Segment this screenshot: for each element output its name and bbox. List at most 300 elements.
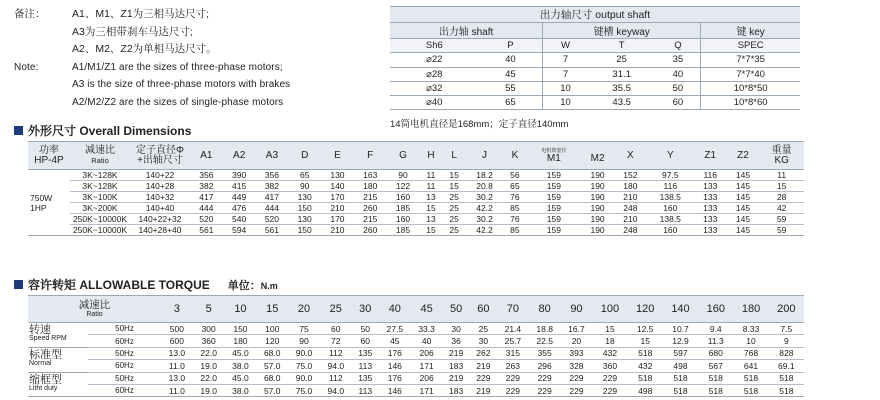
dimension-cell: 25	[443, 214, 466, 225]
dimension-cell: 159	[527, 181, 582, 192]
group-label-en: Litht duty	[29, 384, 58, 392]
torque-value-cell: 229	[592, 384, 627, 396]
dimension-cell: 20.8	[466, 181, 504, 192]
torque-value-cell: 146	[379, 360, 411, 372]
shaft-cell: 10	[543, 81, 588, 95]
dimension-cell: 25	[443, 225, 466, 236]
torque-value-cell: 25.7	[497, 335, 529, 347]
dimension-cell: 152	[614, 170, 647, 181]
dimension-cell: 90	[387, 170, 420, 181]
dimension-cell: 159	[527, 203, 582, 214]
stator-header: 定子直径Φ +出轴尺寸	[130, 142, 190, 170]
ratio-value-header: 180	[733, 296, 768, 323]
dimension-cell: 28	[759, 192, 804, 203]
dimension-cell: 15	[419, 225, 442, 236]
torque-value-cell: 263	[497, 360, 529, 372]
group-label-en: Normal	[29, 360, 52, 368]
note-cn-line-2: A3为三相带刹车马达尺寸;	[72, 25, 193, 38]
ratio-value-header: 15	[256, 296, 288, 323]
col-header: T	[588, 39, 656, 53]
power-header: 功率 HP-4P	[28, 142, 70, 170]
dimension-cell: 59	[759, 225, 804, 236]
torque-value-cell: 828	[769, 347, 804, 359]
dimension-cell: 180	[354, 181, 387, 192]
torque-value-cell: 518	[733, 372, 768, 384]
torque-value-cell: 13.0	[161, 347, 193, 359]
dimension-cell: 190	[581, 203, 614, 214]
frequency-cell: 50Hz	[88, 347, 161, 359]
dimensions-header-row	[28, 142, 804, 170]
torque-value-cell: 432	[592, 347, 627, 359]
torque-value-cell: 183	[442, 384, 469, 396]
ratio-header: 减速比 Ratio	[70, 142, 130, 170]
torque-value-cell: 518	[628, 347, 663, 359]
torque-value-cell: 296	[529, 360, 561, 372]
torque-value-cell: 219	[442, 372, 469, 384]
ratio-value-header: 100	[592, 296, 627, 323]
torque-value-cell: 10.7	[663, 323, 698, 335]
dimension-cell: 417	[190, 192, 223, 203]
dimension-cell: 3K~128K	[70, 170, 130, 181]
dimension-cell: 130	[288, 192, 321, 203]
torque-value-cell: 219	[442, 347, 469, 359]
dimension-cell: 3K~128K	[70, 181, 130, 192]
torque-value-cell: 15	[592, 323, 627, 335]
dimension-cell: 210	[321, 203, 354, 214]
dim-col-header: A2	[223, 142, 256, 170]
shaft-cell: 25	[588, 53, 656, 67]
torque-value-cell: 38.0	[225, 360, 257, 372]
note-cn-line-1: 备注： A1、M1、Z1为三相马达尺寸;	[14, 8, 210, 20]
torque-value-cell: 10	[733, 335, 768, 347]
torque-value-cell: 22.0	[193, 372, 225, 384]
torque-value-cell: 641	[733, 360, 768, 372]
torque-value-cell: 90.0	[288, 347, 320, 359]
dimension-cell: 248	[614, 225, 647, 236]
torque-group-label	[28, 347, 88, 372]
torque-value-cell: 36	[442, 335, 469, 347]
torque-table-body	[28, 323, 804, 397]
torque-value-cell: 112	[320, 347, 352, 359]
torque-value-cell: 229	[592, 372, 627, 384]
torque-value-cell: 180	[225, 335, 257, 347]
torque-value-cell: 518	[628, 372, 663, 384]
torque-value-cell: 360	[193, 335, 225, 347]
dim-col-header: A3	[256, 142, 289, 170]
torque-value-cell: 176	[379, 347, 411, 359]
dimension-cell: 260	[354, 225, 387, 236]
dimension-cell: 140+28	[130, 181, 190, 192]
shaft-cell: 45	[479, 67, 543, 81]
dimension-cell: 250K~10000K	[70, 225, 130, 236]
dimension-cell: 382	[256, 181, 289, 192]
torque-value-cell: 146	[379, 384, 411, 396]
torque-value-cell: 315	[497, 347, 529, 359]
torque-row	[28, 384, 804, 396]
dimension-cell: 25	[443, 203, 466, 214]
ratio-value-header: 5	[193, 296, 225, 323]
dimension-cell: 116	[694, 170, 727, 181]
dimension-cell: 159	[527, 225, 582, 236]
note-en-line-2: A3 is the size of three-phase motors with brakes	[72, 79, 291, 90]
dimension-cell: 140+22+32	[130, 214, 190, 225]
shaft-cell: 50	[655, 81, 700, 95]
torque-value-cell: 90	[288, 335, 320, 347]
section-square-icon	[14, 126, 23, 135]
frequency-cell: 60Hz	[88, 335, 161, 347]
dimension-cell: 140+22	[130, 170, 190, 181]
dimension-cell: 180	[614, 181, 647, 192]
group-label-en: Speed RPM	[29, 335, 67, 343]
dim-col-header: D	[288, 142, 321, 170]
torque-value-cell: 22.5	[529, 335, 561, 347]
dimension-cell: 185	[387, 225, 420, 236]
torque-value-cell: 8.33	[733, 323, 768, 335]
torque-value-cell: 90.0	[288, 372, 320, 384]
dimension-cell: 520	[190, 214, 223, 225]
torque-value-cell: 9	[769, 335, 804, 347]
key-group-header: 键 key	[701, 23, 800, 39]
torque-row	[28, 372, 804, 384]
torque-value-cell: 176	[379, 372, 411, 384]
torque-value-cell: 68.0	[256, 372, 288, 384]
dimension-cell: 190	[581, 170, 614, 181]
dimension-cell: 140+28+40	[130, 225, 190, 236]
section-square-icon	[14, 280, 23, 289]
dimension-cell: 140+40	[130, 203, 190, 214]
frequency-cell: 60Hz	[88, 384, 161, 396]
dimensions-row	[28, 181, 804, 192]
shaft-cell: 10*8*60	[701, 96, 800, 110]
dimension-cell: 561	[256, 225, 289, 236]
ratio-value-header: 60	[470, 296, 497, 323]
shaft-cell: 31.1	[588, 67, 656, 81]
col-header: Q	[655, 39, 700, 53]
group-label-cn: 标准型	[29, 349, 62, 362]
torque-value-cell: 57.0	[256, 360, 288, 372]
ratio-value-header: 25	[320, 296, 352, 323]
dimension-cell: 145	[727, 192, 760, 203]
shaft-cell: 10	[543, 96, 588, 110]
frequency-cell: 50Hz	[88, 372, 161, 384]
torque-value-cell: 60	[352, 335, 379, 347]
torque-value-cell: 219	[470, 360, 497, 372]
dimension-cell: 210	[614, 192, 647, 203]
dimension-cell: 25	[443, 192, 466, 203]
dimension-cell: 76	[503, 192, 526, 203]
col-header: SPEC	[701, 39, 800, 53]
shaft-cell: 7	[543, 67, 588, 81]
dimension-cell: 190	[581, 214, 614, 225]
dimension-cell: 97.5	[647, 170, 694, 181]
dimension-cell: 42.2	[466, 203, 504, 214]
dimensions-table-body	[28, 170, 804, 236]
dimension-cell: 15	[419, 203, 442, 214]
dim-col-header	[527, 142, 582, 170]
dimension-cell: 145	[727, 170, 760, 181]
torque-value-cell: 69.1	[769, 360, 804, 372]
dim-col-header	[614, 142, 647, 170]
dim-col-header	[647, 142, 694, 170]
ratio-value-header: 200	[769, 296, 804, 323]
torque-value-cell: 21.4	[497, 323, 529, 335]
dimension-cell: 140	[321, 181, 354, 192]
torque-value-cell: 360	[592, 360, 627, 372]
torque-value-cell: 18.8	[529, 323, 561, 335]
dimension-cell: 159	[527, 214, 582, 225]
dimension-cell: 190	[581, 181, 614, 192]
notes-block	[14, 6, 374, 111]
torque-value-cell: 518	[663, 384, 698, 396]
dimension-cell: 417	[256, 192, 289, 203]
shaft-cell: ⌀22	[390, 53, 479, 67]
dimension-cell: 150	[288, 203, 321, 214]
torque-value-cell: 518	[769, 384, 804, 396]
note-en-line-3: A2/M2/Z2 are the sizes of single-phase motors	[72, 96, 284, 108]
ratio-value-header: 10	[225, 296, 257, 323]
dimension-cell: 90	[288, 181, 321, 192]
dimension-cell: 42.2	[466, 225, 504, 236]
dimension-cell: 116	[647, 181, 694, 192]
ratio-value-header: 30	[352, 296, 379, 323]
dimension-cell: 210	[614, 214, 647, 225]
shaft-cell: 7	[543, 53, 588, 67]
dimension-cell: 210	[321, 225, 354, 236]
torque-value-cell: 30	[442, 323, 469, 335]
motor-diameter-note: 14筒电机直径是168mm；定子直径140mm	[390, 119, 569, 130]
ratio-value-header: 70	[497, 296, 529, 323]
torque-group-label	[28, 372, 88, 397]
torque-value-cell: 30	[470, 335, 497, 347]
dimension-cell: 133	[694, 203, 727, 214]
dim-col-header	[581, 142, 614, 170]
torque-value-cell: 7.5	[769, 323, 804, 335]
dimension-cell: 476	[223, 203, 256, 214]
dimension-cell: 215	[354, 192, 387, 203]
dimensions-table	[28, 141, 804, 236]
dimension-cell: 415	[223, 181, 256, 192]
torque-value-cell: 518	[769, 372, 804, 384]
col-header: Sh6	[390, 39, 479, 53]
torque-value-cell: 393	[561, 347, 593, 359]
dimension-cell: 15	[759, 181, 804, 192]
torque-value-cell: 328	[561, 360, 593, 372]
dim-col-header	[694, 142, 727, 170]
shaft-row	[390, 96, 800, 110]
dimension-cell: 160	[647, 203, 694, 214]
dimension-cell: 260	[354, 203, 387, 214]
torque-value-cell: 72	[320, 335, 352, 347]
torque-value-cell: 13.0	[161, 372, 193, 384]
torque-value-cell: 206	[411, 372, 443, 384]
torque-value-cell: 22.0	[193, 347, 225, 359]
torque-value-cell: 229	[561, 372, 593, 384]
torque-value-cell: 45	[379, 335, 411, 347]
dimension-cell: 76	[503, 214, 526, 225]
ratio-value-header: 20	[288, 296, 320, 323]
dimension-cell: 15	[443, 181, 466, 192]
dimensions-row	[28, 214, 804, 225]
ratio-value-header: 40	[379, 296, 411, 323]
dimension-cell: 133	[694, 225, 727, 236]
dimension-cell: 30.2	[466, 214, 504, 225]
torque-value-cell: 75.0	[288, 360, 320, 372]
dimension-cell: 18.2	[466, 170, 504, 181]
torque-value-cell: 38.0	[225, 384, 257, 396]
power-watt: 750W	[30, 192, 53, 203]
dim-col-header: L	[443, 142, 466, 170]
torque-value-cell: 229	[529, 384, 561, 396]
torque-value-cell: 19.0	[193, 360, 225, 372]
ratio-value-header: 90	[561, 296, 593, 323]
weight-en: KG	[774, 154, 789, 166]
shaft-cell: ⌀32	[390, 81, 479, 95]
dim-col-header: K	[503, 142, 526, 170]
ratio-value-header: 3	[161, 296, 193, 323]
torque-value-cell: 19.0	[193, 384, 225, 396]
ratio-value-header: 140	[663, 296, 698, 323]
dimension-cell: 3K~100K	[70, 192, 130, 203]
dimension-cell: 145	[727, 214, 760, 225]
shaft-group-header: 出力轴 shaft	[390, 23, 543, 39]
torque-value-cell: 229	[470, 372, 497, 384]
shaft-cell: 35	[655, 53, 700, 67]
torque-value-cell: 45.0	[225, 372, 257, 384]
shaft-cell: 7*7*35	[701, 53, 800, 67]
dim-col-label: X	[627, 149, 634, 161]
torque-value-cell: 27.5	[379, 323, 411, 335]
dimensions-row	[28, 225, 804, 236]
dimension-cell: 444	[256, 203, 289, 214]
shaft-cell: ⌀28	[390, 67, 479, 81]
dim-col-label: M2	[590, 152, 605, 164]
torque-value-cell: 60	[320, 323, 352, 335]
dimension-cell: 145	[727, 181, 760, 192]
dimension-cell: 65	[503, 181, 526, 192]
torque-value-cell: 11.0	[161, 384, 193, 396]
torque-value-cell: 518	[698, 372, 733, 384]
dimension-cell: 130	[288, 214, 321, 225]
torque-ratio-header: 减速比 Ratio	[28, 296, 161, 323]
dimension-cell: 145	[727, 225, 760, 236]
weight-cn: 重量	[771, 144, 792, 156]
torque-value-cell: 229	[497, 372, 529, 384]
dimension-cell: 356	[190, 170, 223, 181]
torque-value-cell: 94.0	[320, 384, 352, 396]
torque-value-cell: 183	[442, 360, 469, 372]
torque-value-cell: 498	[663, 360, 698, 372]
torque-value-cell: 518	[733, 384, 768, 396]
dim-col-header: H	[419, 142, 442, 170]
motor-sleeve-note: 电机筒套径	[541, 147, 567, 154]
torque-value-cell: 567	[698, 360, 733, 372]
ratio-value-header: 160	[698, 296, 733, 323]
torque-value-cell: 229	[529, 372, 561, 384]
torque-value-cell: 40	[411, 335, 443, 347]
torque-value-cell: 355	[529, 347, 561, 359]
dim-col-header: A1	[190, 142, 223, 170]
dimension-cell: 3K~200K	[70, 203, 130, 214]
shaft-table-body	[390, 53, 800, 110]
dimension-cell: 190	[581, 192, 614, 203]
dimension-cell: 250K~10000K	[70, 214, 130, 225]
dimension-cell: 382	[190, 181, 223, 192]
dimensions-section-title: 外形尺寸 Overall Dimensions	[14, 122, 191, 139]
dimension-cell: 59	[759, 214, 804, 225]
torque-value-cell: 16.7	[561, 323, 593, 335]
frequency-cell: 60Hz	[88, 360, 161, 372]
torque-value-cell: 500	[161, 323, 193, 335]
dimension-cell: 13	[419, 192, 442, 203]
shaft-row	[390, 67, 800, 81]
torque-value-cell: 9.4	[698, 323, 733, 335]
dimension-cell: 540	[223, 214, 256, 225]
torque-value-cell: 600	[161, 335, 193, 347]
power-cell	[28, 170, 70, 236]
dimension-cell: 163	[354, 170, 387, 181]
col-header: P	[479, 39, 543, 53]
torque-value-cell: 229	[497, 384, 529, 396]
dimension-cell: 150	[288, 225, 321, 236]
torque-group-label	[28, 323, 88, 348]
dim-col-label: Y	[666, 149, 674, 161]
torque-value-cell: 45.0	[225, 347, 257, 359]
dim-col-header: J	[466, 142, 504, 170]
torque-value-cell: 18	[592, 335, 627, 347]
keyway-group-header: 键槽 keyway	[543, 23, 701, 39]
torque-value-cell: 33.3	[411, 323, 443, 335]
dimensions-row	[28, 192, 804, 203]
torque-value-cell: 206	[411, 347, 443, 359]
dimension-cell: 30.2	[466, 192, 504, 203]
dimensions-row	[28, 170, 804, 181]
shaft-cell: 55	[479, 81, 543, 95]
torque-value-cell: 113	[352, 384, 379, 396]
col-header: W	[543, 39, 588, 53]
torque-value-cell: 229	[561, 384, 593, 396]
torque-value-cell: 135	[352, 372, 379, 384]
torque-value-cell: 518	[698, 384, 733, 396]
group-label-cn: 转速	[29, 324, 51, 337]
torque-value-cell: 57.0	[256, 384, 288, 396]
shaft-cell: 40	[479, 53, 543, 67]
dim-col-header: F	[354, 142, 387, 170]
torque-value-cell: 262	[470, 347, 497, 359]
dimension-cell: 133	[694, 181, 727, 192]
torque-value-cell: 680	[698, 347, 733, 359]
dimension-cell: 42	[759, 203, 804, 214]
dimension-cell: 11	[759, 170, 804, 181]
shaft-cell: 60	[655, 96, 700, 110]
torque-value-cell: 75.0	[288, 384, 320, 396]
dimensions-row	[28, 203, 804, 214]
torque-table	[28, 295, 804, 397]
dimension-cell: 159	[527, 192, 582, 203]
dimension-cell: 170	[321, 192, 354, 203]
frequency-cell: 50Hz	[88, 323, 161, 335]
dimension-cell: 160	[387, 192, 420, 203]
torque-value-cell: 171	[411, 384, 443, 396]
torque-row	[28, 335, 804, 347]
shaft-table-title: 出力轴尺寸 output shaft	[390, 7, 800, 23]
dimension-cell: 15	[443, 170, 466, 181]
dimension-cell: 85	[503, 203, 526, 214]
torque-value-cell: 50	[352, 323, 379, 335]
torque-value-cell: 11.0	[161, 360, 193, 372]
shaft-cell: 65	[479, 96, 543, 110]
torque-value-cell: 25	[470, 323, 497, 335]
dimension-cell: 140+32	[130, 192, 190, 203]
